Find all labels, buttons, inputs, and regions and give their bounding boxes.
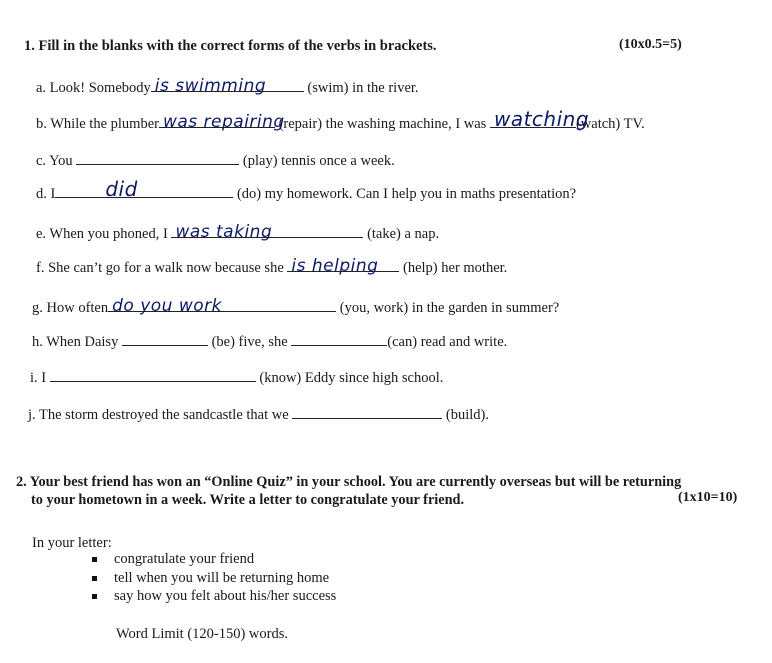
item-b-blank-2[interactable] bbox=[490, 107, 590, 131]
item-h-blank-2[interactable] bbox=[291, 330, 387, 346]
item-c-prompt: c. You bbox=[36, 153, 73, 169]
item-g-prompt: g. How often bbox=[32, 300, 109, 316]
item-a-verb: (swim) in the river. bbox=[307, 80, 419, 96]
item-j bbox=[28, 403, 489, 424]
section2-marks: (1x10=10) bbox=[678, 490, 738, 505]
list-item: say how you felt about his/her success bbox=[92, 587, 336, 606]
item-a-answer: is swimming bbox=[154, 76, 267, 96]
item-c bbox=[36, 149, 395, 170]
item-d bbox=[36, 177, 577, 203]
item-i-blank[interactable] bbox=[50, 366, 256, 382]
item-f-answer: is helping bbox=[291, 256, 379, 276]
item-b-blank-1[interactable] bbox=[159, 112, 285, 132]
item-j-prompt: j. The storm destroyed the sandcastle that we bbox=[28, 407, 289, 423]
item-f bbox=[36, 256, 507, 277]
section1-marks: (10x0.5=5) bbox=[619, 37, 682, 52]
item-h bbox=[32, 330, 507, 351]
item-b-prompt: b. While the plumber bbox=[36, 116, 159, 132]
item-e-blank[interactable] bbox=[171, 222, 363, 242]
item-f-verb: (help) her mother. bbox=[403, 260, 508, 276]
letter-requirements-list bbox=[92, 550, 336, 606]
word-limit: Word Limit (120-150) words. bbox=[116, 626, 289, 642]
item-a-blank[interactable] bbox=[151, 76, 304, 96]
item-b-answer-1: was repairing bbox=[162, 112, 285, 132]
item-h-middle: (be) five, she bbox=[211, 334, 288, 350]
item-j-blank[interactable] bbox=[292, 403, 442, 419]
item-b-answer-2: watching bbox=[493, 107, 590, 131]
item-g-blank[interactable] bbox=[108, 296, 336, 316]
item-b-middle: (repair) the washing machine, I was bbox=[278, 116, 487, 132]
letter-label: In your letter: bbox=[32, 535, 112, 551]
list-item: congratulate your friend bbox=[92, 550, 336, 569]
item-d-blank[interactable] bbox=[55, 177, 233, 201]
item-f-prompt: f. She can’t go for a walk now because she bbox=[36, 260, 284, 276]
item-c-blank[interactable] bbox=[76, 149, 239, 165]
item-f-blank[interactable] bbox=[287, 256, 399, 276]
item-h-prompt: h. When Daisy bbox=[32, 334, 119, 350]
item-j-verb: (build). bbox=[445, 407, 490, 423]
item-a bbox=[36, 76, 419, 97]
item-g bbox=[32, 296, 559, 317]
item-i bbox=[30, 366, 443, 387]
item-e-verb: (take) a nap. bbox=[367, 226, 440, 242]
item-e bbox=[36, 222, 439, 243]
item-i-prompt: i. I bbox=[30, 370, 47, 386]
section2-heading-line1: 2. Your best friend has won an “Online Quiz” in your school. You are currently overseas but will be returning bbox=[16, 474, 682, 490]
item-h-verb: (can) read and write. bbox=[387, 334, 508, 350]
section2-heading-line2: to your hometown in a week. Write a letter to congratulate your friend. bbox=[31, 492, 465, 508]
item-e-prompt: e. When you phoned, I bbox=[36, 226, 168, 242]
list-item: tell when you will be returning home bbox=[92, 569, 336, 588]
item-i-verb: (know) Eddy since high school. bbox=[259, 370, 444, 386]
item-d-answer: did bbox=[105, 177, 138, 201]
item-b-verb: (watch) TV. bbox=[575, 116, 645, 132]
item-e-answer: was taking bbox=[175, 222, 273, 242]
item-g-verb: (you, work) in the garden in summer? bbox=[339, 300, 560, 316]
item-h-blank-1[interactable] bbox=[122, 330, 208, 346]
item-g-answer: do you work bbox=[112, 296, 222, 316]
item-b bbox=[36, 107, 645, 133]
section1-heading: 1. Fill in the blanks with the correct forms of the verbs in brackets. bbox=[24, 38, 437, 54]
item-a-prompt: a. Look! Somebody bbox=[36, 80, 151, 96]
item-d-verb: (do) my homework. Can I help you in maths presentation? bbox=[236, 186, 577, 202]
item-d-prompt: d. I bbox=[36, 186, 56, 202]
item-c-verb: (play) tennis once a week. bbox=[242, 153, 395, 169]
